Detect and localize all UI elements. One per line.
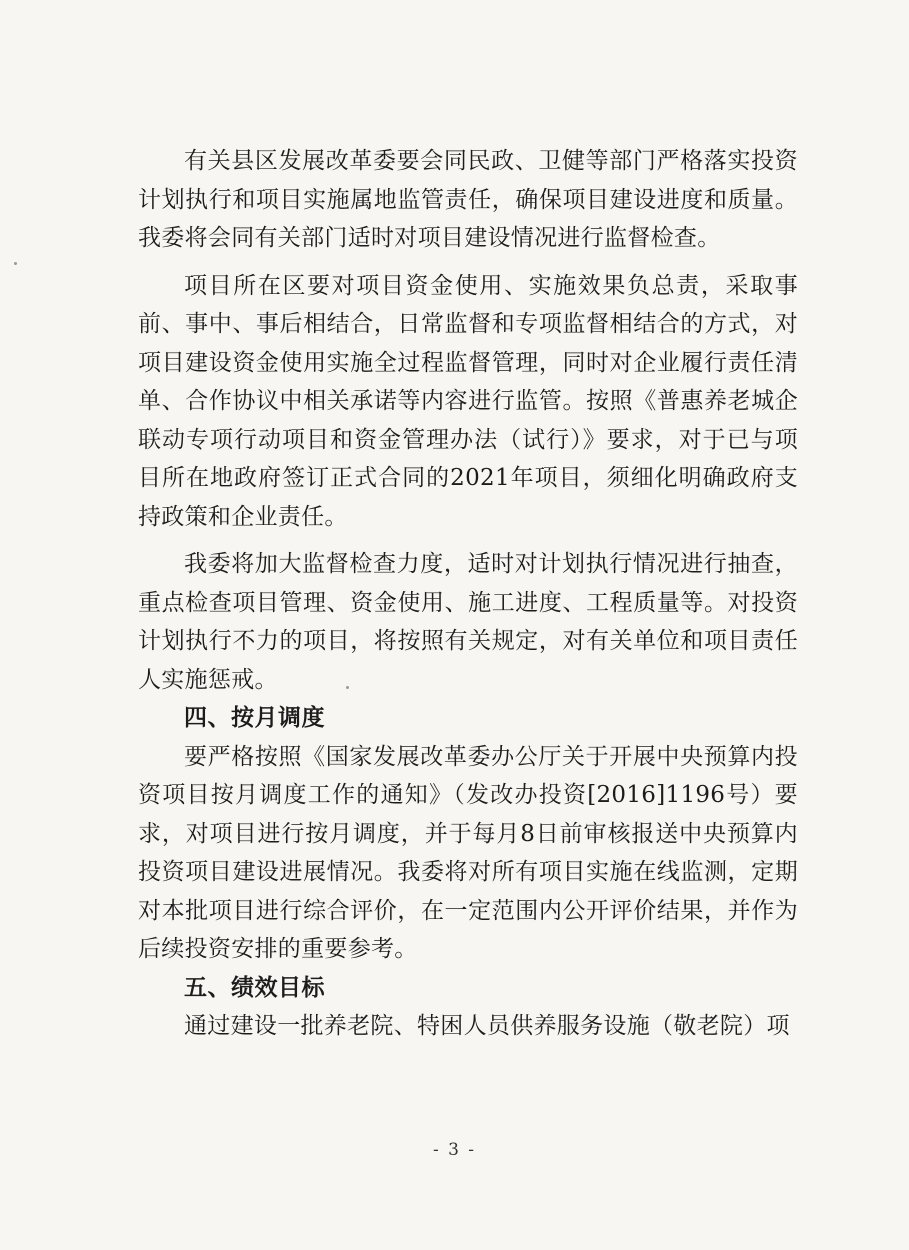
paragraph-monthly-scheduling: 要严格按照《国家发展改革委办公厅关于开展中央预算内投资项目按月调度工作的通知》（发改办投资[2016]1196号）要求，对项目进行按月调度，并于每月8日前审核报送中央预算内投资项目建设进展情况。我委将对所有项目实施在线监测，定期对本批项目进行综合评价，在一定范围内公开评价结果，并作为后续投资安排的重要参考。 (138, 743, 798, 962)
scan-speck (14, 262, 17, 265)
document-body (138, 142, 798, 1046)
section-heading-performance-goals: 五、绩效目标 (184, 974, 325, 1001)
scan-speck (346, 686, 349, 689)
page-number: - 3 - (432, 1140, 477, 1160)
paragraph-supervision-responsibility: 有关县区发展改革委要会同民政、卫健等部门严格落实投资计划执行和项目实施属地监管责任，确保项目建设进度和质量。我委将会同有关部门适时对项目建设情况进行监督检查。 (138, 148, 798, 251)
paragraph-performance-goals: 通过建设一批养老院、特困人员供养服务设施（敬老院）项 (184, 1013, 790, 1039)
paragraph-fund-supervision: 项目所在区要对项目资金使用、实施效果负总责，采取事前、事中、事后相结合，日常监督和专项监督相结合的方式，对项目建设资金使用实施全过程监督管理，同时对企业履行责任清单、合作协议中相关承诺等内容进行监管。按照《普惠养老城企联动专项行动项目和资金管理办法（试行）》要求，对于已与项目所在地政府签订正式合同的2021年项目，须细化明确政府支持政策和企业责任。 (138, 272, 798, 530)
section-heading-monthly-scheduling: 四、按月调度 (184, 705, 325, 731)
paragraph-inspection: 我委将加大监督检查力度，适时对计划执行情况进行抽查，重点检查项目管理、资金使用、施工进度、工程质量等。对投资计划执行不力的项目，将按照有关规定，对有关单位和项目责任人实施惩戒。 (138, 551, 798, 693)
